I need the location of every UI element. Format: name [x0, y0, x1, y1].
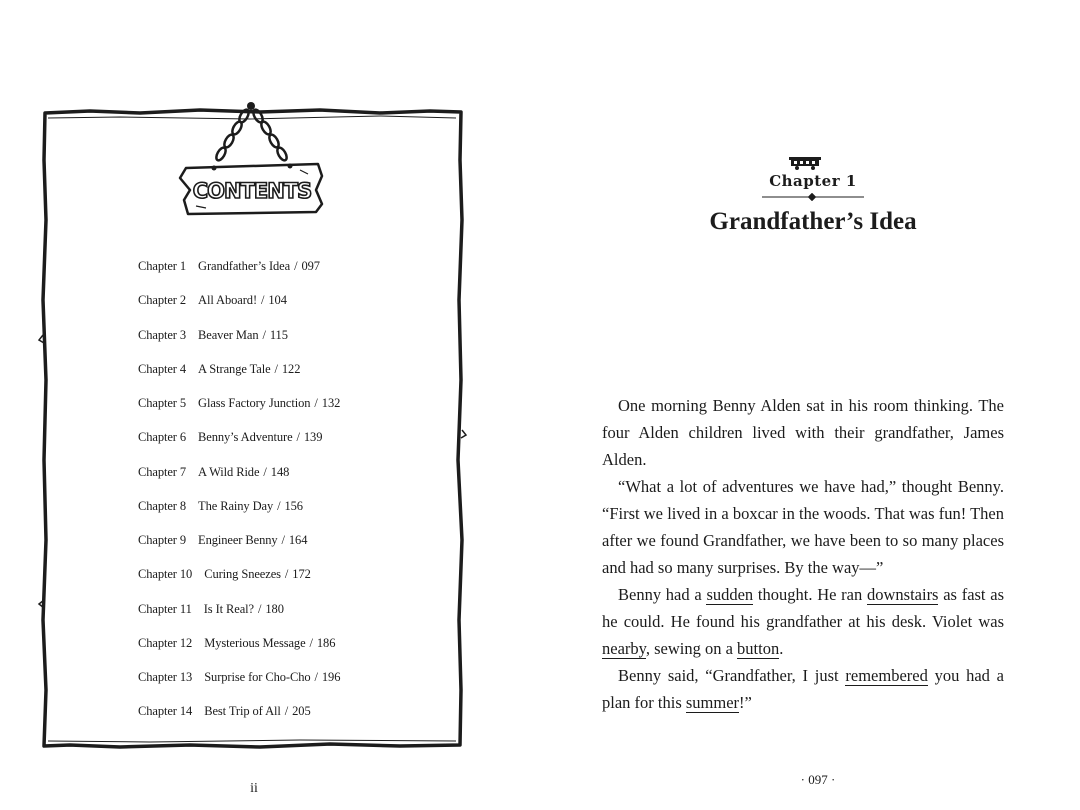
toc-page-number: 172	[292, 567, 311, 582]
toc-entry[interactable]	[138, 701, 438, 735]
text-run: !”	[739, 693, 752, 712]
toc-separator: /	[261, 293, 265, 308]
toc-page-number: 205	[292, 704, 311, 719]
toc-page-number: 139	[303, 430, 323, 445]
toc-entry[interactable]	[138, 496, 438, 530]
toc-chapter-label: Chapter 9	[138, 533, 187, 547]
toc-page-number: 115	[269, 327, 288, 342]
toc-page-number: 156	[284, 498, 303, 513]
toc-page-number: 104	[268, 293, 287, 308]
chapter-number: Chapter 1	[769, 172, 857, 190]
toc-chapter-label: Chapter 11	[138, 601, 192, 616]
toc-entry[interactable]	[138, 633, 438, 667]
toc-page-number: 196	[321, 670, 341, 684]
toc-separator: /	[263, 464, 267, 479]
toc-separator: /	[309, 635, 313, 650]
toc-separator: /	[314, 670, 318, 684]
toc-chapter-title: Curing Sneezes	[204, 567, 281, 582]
toc-chapter-title: Surprise for Cho-Cho	[204, 670, 311, 684]
page-number-right: · 097 ·	[800, 772, 836, 787]
toc-entry[interactable]	[138, 599, 438, 633]
chapter-page	[540, 0, 1080, 810]
toc-chapter-label: Chapter 1	[138, 259, 187, 273]
toc-chapter-title: Best Trip of All	[204, 704, 281, 719]
toc-chapter-title: Benny’s Adventure	[198, 430, 293, 445]
body-paragraph	[602, 581, 1004, 662]
page-number-left: ii	[250, 781, 258, 796]
body-paragraph	[602, 473, 1004, 581]
toc-entry[interactable]	[138, 359, 438, 393]
contents-page	[0, 0, 520, 810]
text-run: “What a lot of adventures we have had,” thought Benny. “First we lived in a boxcar in the woods. That was fun! Then after we found Grandfather, we have been to so many places and had so many surprises. By the way—”	[602, 477, 1004, 577]
toc-chapter-title: Glass Factory Junction	[198, 396, 311, 410]
chapter-title: Grandfather’s Idea	[709, 208, 917, 235]
train-car-icon	[788, 156, 822, 170]
toc-chapter-label: Chapter 7	[138, 464, 187, 479]
contents-sign-text: CONTENTS	[192, 179, 312, 203]
text-run: you had a plan for this	[602, 666, 1005, 712]
toc-chapter-label: Chapter 13	[138, 670, 193, 684]
toc-separator: /	[284, 567, 289, 582]
chapter-body	[602, 392, 1004, 716]
text-run: Benny said, “Grandfather, I just	[618, 666, 846, 685]
toc-entry[interactable]	[138, 462, 438, 496]
ornament-divider	[762, 193, 864, 201]
toc-page-number: 097	[301, 259, 320, 273]
toc-page-number: 132	[321, 396, 341, 410]
toc-chapter-label: Chapter 8	[138, 498, 187, 513]
toc-chapter-label: Chapter 14	[138, 704, 193, 719]
toc-page-number: 122	[281, 361, 301, 376]
body-paragraph	[602, 392, 1004, 473]
text-run: Benny had a	[618, 585, 707, 604]
toc-page-number: 148	[270, 464, 290, 479]
toc-separator: /	[274, 361, 278, 376]
toc-chapter-title: All Aboard!	[198, 293, 258, 308]
toc-entry[interactable]	[138, 667, 438, 701]
toc-entry[interactable]	[138, 427, 438, 461]
vocab-word: summer	[685, 693, 740, 712]
toc-entry[interactable]	[138, 564, 438, 598]
toc-separator: /	[281, 533, 285, 547]
toc-chapter-label: Chapter 2	[138, 293, 187, 308]
toc-chapter-title: The Rainy Day	[198, 498, 274, 513]
text-run: , sewing on a	[645, 639, 738, 658]
toc-page-number: 180	[265, 601, 284, 616]
toc-page-number: 186	[316, 635, 336, 650]
vocab-word: button	[737, 639, 780, 658]
toc-entry[interactable]	[138, 325, 438, 359]
text-run: thought. He ran	[753, 585, 867, 604]
text-run: as fast as he could. He found his grandfather at his desk. Violet was	[602, 585, 1004, 631]
vocab-word: nearby	[602, 639, 646, 658]
toc-chapter-label: Chapter 10	[138, 567, 193, 582]
toc-separator: /	[296, 430, 300, 445]
vocab-word: remembered	[845, 666, 928, 685]
toc-page-number: 164	[288, 533, 308, 547]
toc-separator: /	[262, 327, 266, 342]
toc-chapter-label: Chapter 6	[138, 430, 187, 445]
text-run: One morning Benny Alden sat in his room thinking. The four Alden children lived with their grandfather, James Alden.	[602, 396, 1004, 469]
toc-chapter-title: Is It Real?	[203, 601, 255, 616]
toc-chapter-title: Mysterious Message	[204, 635, 306, 650]
toc-chapter-label: Chapter 3	[138, 327, 187, 342]
toc-chapter-title: Beaver Man	[198, 327, 259, 342]
toc-entry[interactable]	[138, 530, 438, 564]
toc-entry[interactable]	[138, 256, 438, 290]
toc-separator: /	[294, 259, 298, 273]
vocab-word: sudden	[706, 585, 754, 604]
toc-chapter-title: A Strange Tale	[198, 361, 271, 376]
toc-separator: /	[258, 601, 262, 616]
vocab-word: downstairs	[866, 585, 939, 604]
toc-separator: /	[284, 704, 289, 719]
toc-separator: /	[277, 498, 281, 513]
toc-list	[138, 256, 438, 736]
toc-chapter-title: Engineer Benny	[198, 533, 278, 547]
toc-chapter-title: Grandfather’s Idea	[198, 259, 291, 273]
toc-chapter-title: A Wild Ride	[198, 464, 260, 479]
toc-chapter-label: Chapter 4	[138, 361, 187, 376]
text-run: .	[779, 639, 784, 658]
toc-entry[interactable]	[138, 290, 438, 324]
toc-entry[interactable]	[138, 393, 438, 427]
toc-chapter-label: Chapter 12	[138, 635, 193, 650]
toc-chapter-label: Chapter 5	[138, 396, 187, 410]
body-paragraph	[602, 662, 1004, 716]
toc-separator: /	[314, 396, 318, 410]
